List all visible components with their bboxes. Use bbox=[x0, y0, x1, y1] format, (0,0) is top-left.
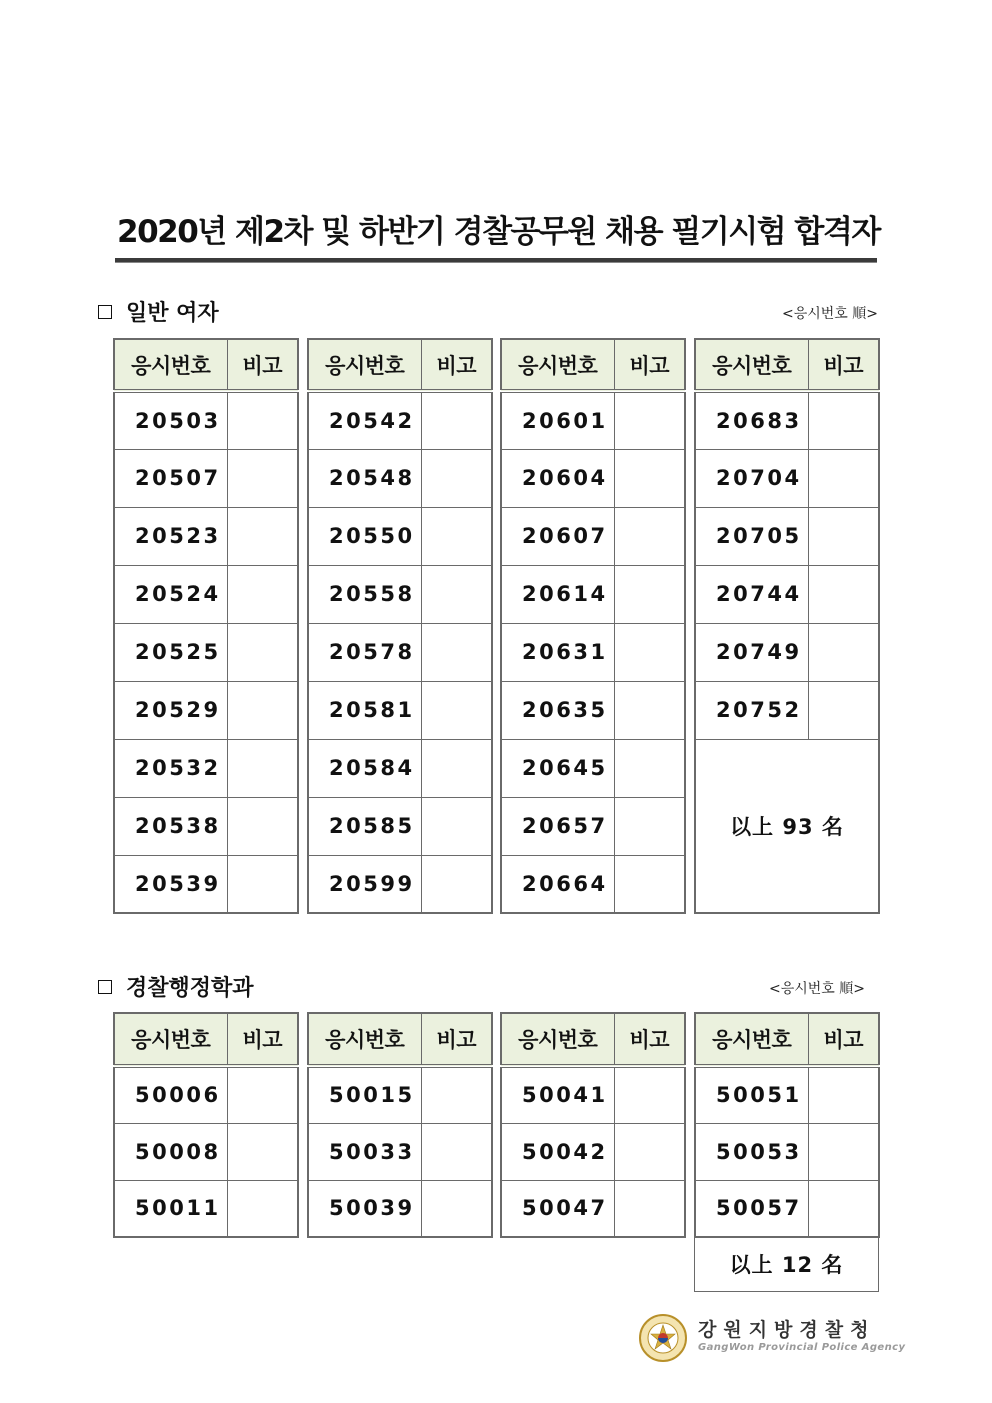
table-row bbox=[114, 565, 298, 623]
remark-cell bbox=[421, 855, 492, 913]
result-table-1 bbox=[113, 1012, 299, 1238]
result-table-4 bbox=[694, 1012, 880, 1238]
table-row bbox=[308, 1066, 492, 1123]
remark-cell bbox=[808, 449, 879, 507]
exam-number-cell: 20744 bbox=[695, 565, 808, 623]
exam-number-cell: 20604 bbox=[501, 449, 614, 507]
exam-number-cell: 20581 bbox=[308, 681, 421, 739]
total-count-general-female: 以上 93 名 bbox=[695, 739, 879, 913]
column-header-remark: 비고 bbox=[614, 339, 685, 391]
remark-cell bbox=[421, 681, 492, 739]
exam-number-cell: 50033 bbox=[308, 1123, 421, 1180]
remark-cell bbox=[421, 391, 492, 449]
table-row bbox=[114, 739, 298, 797]
table-row bbox=[308, 565, 492, 623]
remark-cell bbox=[808, 1123, 879, 1180]
remark-cell bbox=[227, 681, 298, 739]
remark-cell bbox=[421, 565, 492, 623]
table-row bbox=[695, 1066, 879, 1123]
table-row bbox=[114, 623, 298, 681]
table-row bbox=[695, 507, 879, 565]
table-row bbox=[695, 681, 879, 739]
exam-number-cell: 20529 bbox=[114, 681, 227, 739]
table-row bbox=[114, 391, 298, 449]
column-header-exam-number: 응시번호 bbox=[308, 339, 421, 391]
remark-cell bbox=[421, 623, 492, 681]
exam-number-cell: 50011 bbox=[114, 1180, 227, 1237]
remark-cell bbox=[808, 1066, 879, 1123]
result-table-2 bbox=[307, 1012, 493, 1238]
table-row bbox=[114, 681, 298, 739]
column-header-exam-number: 응시번호 bbox=[501, 1013, 614, 1066]
table-row bbox=[501, 391, 685, 449]
table-row bbox=[308, 391, 492, 449]
column-header-remark: 비고 bbox=[614, 1013, 685, 1066]
table-row bbox=[695, 623, 879, 681]
exam-number-cell: 50057 bbox=[695, 1180, 808, 1237]
table-row bbox=[308, 855, 492, 913]
remark-cell bbox=[421, 507, 492, 565]
table-row bbox=[501, 449, 685, 507]
exam-number-cell: 20507 bbox=[114, 449, 227, 507]
table-row bbox=[501, 739, 685, 797]
remark-cell bbox=[614, 1123, 685, 1180]
column-header-exam-number: 응시번호 bbox=[114, 1013, 227, 1066]
exam-number-cell: 20525 bbox=[114, 623, 227, 681]
exam-number-cell: 50039 bbox=[308, 1180, 421, 1237]
section-heading-general-female bbox=[98, 296, 219, 327]
remark-cell bbox=[614, 449, 685, 507]
result-table-3 bbox=[500, 338, 686, 914]
exam-number-cell: 20550 bbox=[308, 507, 421, 565]
column-header-remark: 비고 bbox=[421, 1013, 492, 1066]
table-row bbox=[114, 1066, 298, 1123]
table-row bbox=[501, 507, 685, 565]
agency-footer bbox=[638, 1313, 906, 1363]
table-row bbox=[501, 1123, 685, 1180]
exam-number-cell: 20614 bbox=[501, 565, 614, 623]
exam-number-cell: 20704 bbox=[695, 449, 808, 507]
table-row bbox=[114, 855, 298, 913]
column-header-exam-number: 응시번호 bbox=[695, 339, 808, 391]
remark-cell bbox=[227, 565, 298, 623]
title-underline bbox=[115, 258, 877, 263]
table-row bbox=[308, 449, 492, 507]
remark-cell bbox=[421, 1066, 492, 1123]
exam-number-cell: 20584 bbox=[308, 739, 421, 797]
column-header-remark: 비고 bbox=[227, 339, 298, 391]
remark-cell bbox=[227, 449, 298, 507]
exam-number-cell: 20539 bbox=[114, 855, 227, 913]
exam-number-cell: 20532 bbox=[114, 739, 227, 797]
table-row bbox=[308, 1123, 492, 1180]
exam-number-cell: 20548 bbox=[308, 449, 421, 507]
exam-number-cell: 20683 bbox=[695, 391, 808, 449]
exam-number-cell: 50051 bbox=[695, 1066, 808, 1123]
order-note: <응시번호 順> bbox=[782, 306, 879, 322]
exam-number-cell: 20749 bbox=[695, 623, 808, 681]
table-row bbox=[114, 1123, 298, 1180]
column-header-exam-number: 응시번호 bbox=[695, 1013, 808, 1066]
column-header-exam-number: 응시번호 bbox=[114, 339, 227, 391]
table-row bbox=[114, 507, 298, 565]
exam-number-cell: 20631 bbox=[501, 623, 614, 681]
exam-number-cell: 50047 bbox=[501, 1180, 614, 1237]
exam-number-cell: 20752 bbox=[695, 681, 808, 739]
remark-cell bbox=[421, 1123, 492, 1180]
table-row bbox=[501, 565, 685, 623]
table-row bbox=[695, 1123, 879, 1180]
exam-number-cell: 20601 bbox=[501, 391, 614, 449]
column-header-exam-number: 응시번호 bbox=[501, 339, 614, 391]
remark-cell bbox=[614, 565, 685, 623]
table-row bbox=[308, 797, 492, 855]
table-row bbox=[695, 449, 879, 507]
remark-cell bbox=[614, 507, 685, 565]
table-row bbox=[308, 623, 492, 681]
agency-name-english: GangWon Provincial Police Agency bbox=[698, 1342, 906, 1353]
exam-number-cell: 20523 bbox=[114, 507, 227, 565]
exam-number-cell: 50008 bbox=[114, 1123, 227, 1180]
section-heading-police-admin bbox=[98, 971, 254, 1002]
result-table-2 bbox=[307, 338, 493, 914]
exam-number-cell: 20578 bbox=[308, 623, 421, 681]
exam-number-cell: 50006 bbox=[114, 1066, 227, 1123]
exam-number-cell: 20558 bbox=[308, 565, 421, 623]
checkbox-square-icon bbox=[98, 980, 112, 994]
table-row bbox=[501, 1180, 685, 1237]
table-row bbox=[114, 1180, 298, 1237]
exam-number-cell: 20657 bbox=[501, 797, 614, 855]
checkbox-square-icon bbox=[98, 305, 112, 319]
remark-cell bbox=[227, 1066, 298, 1123]
table-row bbox=[501, 797, 685, 855]
column-header-remark: 비고 bbox=[227, 1013, 298, 1066]
remark-cell bbox=[808, 1180, 879, 1237]
remark-cell bbox=[808, 565, 879, 623]
section-title: 경찰행정학과 bbox=[126, 976, 254, 1001]
remark-cell bbox=[227, 739, 298, 797]
column-header-remark: 비고 bbox=[421, 339, 492, 391]
remark-cell bbox=[227, 391, 298, 449]
table-row bbox=[308, 507, 492, 565]
exam-number-cell: 20705 bbox=[695, 507, 808, 565]
agency-name: 강원지방경찰청 bbox=[698, 1319, 876, 1341]
table-row bbox=[114, 797, 298, 855]
table-row bbox=[308, 681, 492, 739]
exam-number-cell: 20542 bbox=[308, 391, 421, 449]
remark-cell bbox=[614, 681, 685, 739]
remark-cell bbox=[614, 1066, 685, 1123]
remark-cell bbox=[614, 623, 685, 681]
exam-number-cell: 50015 bbox=[308, 1066, 421, 1123]
remark-cell bbox=[808, 391, 879, 449]
remark-cell bbox=[227, 1123, 298, 1180]
table-row bbox=[114, 449, 298, 507]
column-header-remark: 비고 bbox=[808, 339, 879, 391]
remark-cell bbox=[421, 1180, 492, 1237]
exam-number-cell: 20538 bbox=[114, 797, 227, 855]
remark-cell bbox=[614, 855, 685, 913]
exam-number-cell: 20635 bbox=[501, 681, 614, 739]
police-seal-icon bbox=[638, 1313, 688, 1363]
remark-cell bbox=[421, 739, 492, 797]
table-row bbox=[501, 681, 685, 739]
section-title: 일반 여자 bbox=[126, 301, 219, 326]
result-table-4 bbox=[694, 338, 880, 914]
result-table-3 bbox=[500, 1012, 686, 1238]
remark-cell bbox=[808, 623, 879, 681]
exam-number-cell: 20524 bbox=[114, 565, 227, 623]
table-row bbox=[308, 1180, 492, 1237]
remark-cell bbox=[421, 449, 492, 507]
remark-cell bbox=[614, 1180, 685, 1237]
remark-cell bbox=[808, 507, 879, 565]
column-header-remark: 비고 bbox=[808, 1013, 879, 1066]
table-row bbox=[695, 1180, 879, 1237]
order-note: <응시번호 順> bbox=[769, 981, 866, 997]
exam-number-cell: 50053 bbox=[695, 1123, 808, 1180]
remark-cell bbox=[227, 797, 298, 855]
remark-cell bbox=[227, 507, 298, 565]
column-header-exam-number: 응시번호 bbox=[308, 1013, 421, 1066]
exam-number-cell: 50041 bbox=[501, 1066, 614, 1123]
remark-cell bbox=[421, 797, 492, 855]
remark-cell bbox=[808, 681, 879, 739]
exam-number-cell: 20607 bbox=[501, 507, 614, 565]
exam-number-cell: 50042 bbox=[501, 1123, 614, 1180]
exam-number-cell: 20645 bbox=[501, 739, 614, 797]
table-row bbox=[501, 855, 685, 913]
remark-cell bbox=[614, 391, 685, 449]
page-title: 2020년 제2차 및 하반기 경찰공무원 채용 필기시험 합격자 bbox=[117, 214, 880, 250]
remark-cell bbox=[227, 623, 298, 681]
exam-number-cell: 20599 bbox=[308, 855, 421, 913]
remark-cell bbox=[614, 739, 685, 797]
remark-cell bbox=[614, 797, 685, 855]
result-table-1 bbox=[113, 338, 299, 914]
table-row bbox=[501, 623, 685, 681]
exam-number-cell: 20664 bbox=[501, 855, 614, 913]
remark-cell bbox=[227, 1180, 298, 1237]
table-row bbox=[308, 739, 492, 797]
table-row bbox=[501, 1066, 685, 1123]
exam-number-cell: 20503 bbox=[114, 391, 227, 449]
total-count-police-admin: 以上 12 名 bbox=[694, 1236, 879, 1292]
exam-number-cell: 20585 bbox=[308, 797, 421, 855]
table-row bbox=[695, 565, 879, 623]
table-row bbox=[695, 391, 879, 449]
remark-cell bbox=[227, 855, 298, 913]
